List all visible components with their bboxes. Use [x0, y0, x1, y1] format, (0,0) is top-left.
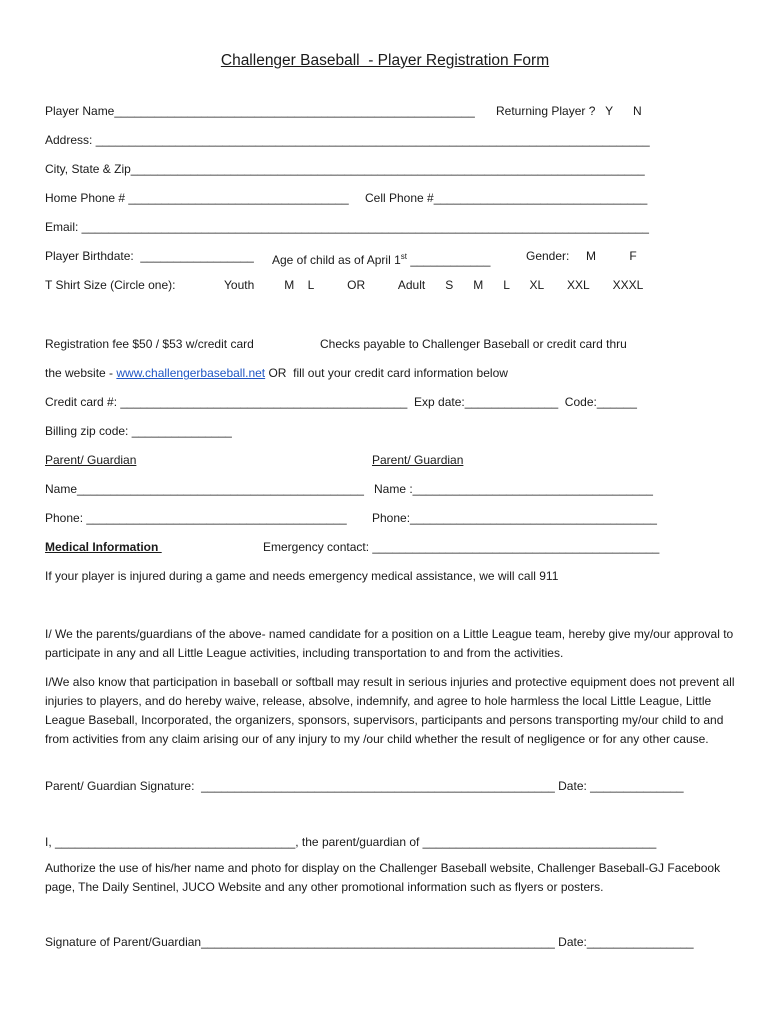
registration-fee-text: Registration fee $50 / $53 w/credit card: [45, 337, 254, 351]
form-title: Challenger Baseball - Player Registration Form: [220, 52, 550, 69]
age-field[interactable]: [272, 249, 490, 268]
guardian-phone-left-field[interactable]: Phone: _______________________________________: [45, 511, 347, 525]
gender-field[interactable]: Gender: M F: [526, 249, 637, 263]
returning-player-field[interactable]: Returning Player ? Y N: [496, 104, 642, 118]
birthdate-field[interactable]: Player Birthdate: _________________: [45, 249, 254, 263]
guardian-signature-field[interactable]: Parent/ Guardian Signature: _____________________________________________________ Date: ______________: [45, 779, 684, 793]
age-superscript: st: [400, 252, 407, 261]
website-link[interactable]: www.challengerbaseball.net: [116, 366, 266, 380]
city-state-zip-field[interactable]: City, State & Zip_____________________________________________________________________________: [45, 162, 645, 176]
guardian-name-left-field[interactable]: Name___________________________________________: [45, 482, 364, 496]
guardian-name-right-field[interactable]: Name :____________________________________: [374, 482, 653, 496]
guardian-heading-left: Parent/ Guardian: [45, 453, 137, 467]
cell-phone-field[interactable]: Cell Phone #________________________________: [365, 191, 648, 205]
tshirt-size-label: T Shirt Size (Circle one):: [45, 278, 176, 292]
player-name-field[interactable]: Player Name______________________________________________________: [45, 104, 475, 118]
email-field[interactable]: Email: _____________________________________________________________________________________: [45, 220, 649, 234]
age-label: Age of child as of April 1: [272, 253, 401, 267]
consent-paragraph-2: I/We also know that participation in baseball or softball may result in serious injuries and protective equipment does not prevent all injuries to players, and do hereby waive, release, absolve, indemnify, and agree to hole harmless the local Little League, Little League Baseball, Incorporated, the organizers, sponsors, supervisors, participants and persons transporting my/our child to and from activities from any claim arising our of any injury to my /our child whether the result of negligence or for any other cause.: [45, 675, 735, 746]
billing-zip-field[interactable]: Billing zip code: _______________: [45, 424, 232, 438]
home-phone-field[interactable]: Home Phone # _________________________________: [45, 191, 349, 205]
address-field[interactable]: Address: ___________________________________________________________________________________: [45, 133, 650, 147]
website-prefix: the website -: [45, 366, 117, 380]
age-blank: ____________: [406, 253, 491, 267]
tshirt-size-options[interactable]: Youth M L OR Adult S M L XL XXL XXXL: [224, 278, 644, 292]
emergency-contact-field[interactable]: Emergency contact: ___________________________________________: [263, 540, 660, 554]
credit-card-field[interactable]: Credit card #: ___________________________________________ Exp date:______________ Code:______: [45, 395, 637, 409]
website-line: [45, 366, 508, 381]
consent-paragraph-1: I/ We the parents/guardians of the above- named candidate for a position on a Little League team, hereby give my/our approval to participate in any and all Little League activities, including transportation to and from the activities.: [45, 627, 734, 660]
authorization-paragraph: Authorize the use of his/her name and photo for display on the Challenger Baseball website, Challenger Baseball-GJ Facebook page, The Daily Sentinel, JUCO Website and any other promotional information such as flyers or posters.: [45, 861, 721, 894]
website-suffix: OR fill out your credit card information below: [265, 366, 508, 380]
authorization-line[interactable]: I, ____________________________________, the parent/guardian of ___________________________________: [45, 835, 657, 849]
medical-note: If your player is injured during a game and needs emergency medical assistance, we will call 911: [45, 569, 559, 583]
guardian-phone-right-field[interactable]: Phone:_____________________________________: [372, 511, 657, 525]
checks-payable-text: Checks payable to Challenger Baseball or credit card thru: [320, 337, 627, 351]
final-signature-field[interactable]: Signature of Parent/Guardian_____________________________________________________ Date:________________: [45, 935, 694, 949]
medical-heading: Medical Information: [45, 540, 162, 554]
guardian-heading-right: Parent/ Guardian: [372, 453, 464, 467]
